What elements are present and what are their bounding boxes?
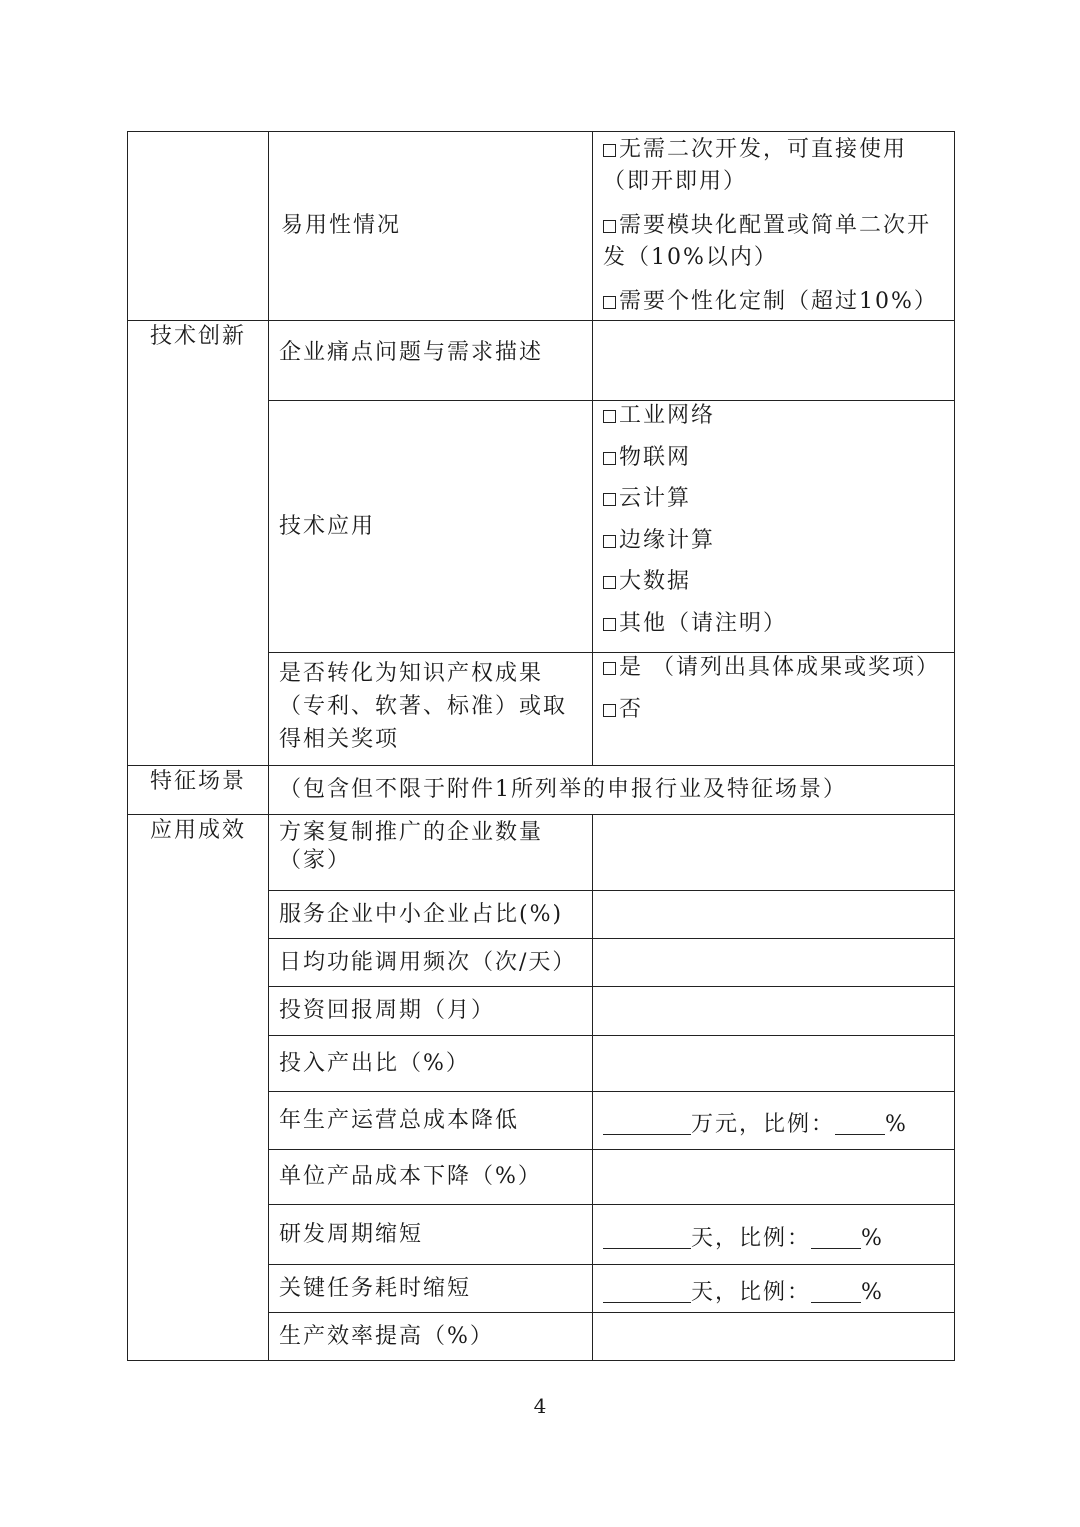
tech-app-options <box>593 401 955 653</box>
ip-options <box>593 653 955 766</box>
ratio-blank[interactable] <box>811 1226 861 1249</box>
effect-input[interactable] <box>593 939 955 987</box>
usability-row <box>128 132 955 321</box>
effect-input[interactable] <box>593 1150 955 1205</box>
days-blank[interactable] <box>603 1226 691 1249</box>
checkbox-icon[interactable] <box>603 452 616 465</box>
effect-label: 方案复制推广的企业数量（家） <box>269 815 593 891</box>
effect-fill-cell: 天，比例： % <box>593 1265 955 1313</box>
checkbox-icon[interactable] <box>603 662 616 675</box>
tech-app-option[interactable]: 物联网 <box>603 445 946 487</box>
page-number: 4 <box>533 1394 547 1418</box>
effect-row <box>128 815 955 891</box>
checkbox-icon[interactable] <box>603 535 616 548</box>
pain-points-row <box>128 321 955 401</box>
scenario-text: （包含但不限于附件1所列举的申报行业及特征场景） <box>269 766 955 815</box>
tech-app-option[interactable]: 云计算 <box>603 486 946 528</box>
usability-option[interactable]: 需要模块化配置或简单二次开发（10%以内） <box>603 213 932 270</box>
effect-label: 投资回报周期（月） <box>269 987 593 1036</box>
usability-label: 易用性情况 <box>269 132 593 321</box>
checkbox-icon[interactable] <box>603 220 616 233</box>
effect-input[interactable] <box>593 1313 955 1361</box>
ratio-blank[interactable] <box>811 1280 861 1303</box>
tech-app-option[interactable]: 其他（请注明） <box>603 611 946 641</box>
effects-category: 应用成效 <box>128 815 269 1361</box>
effect-label: 年生产运营总成本降低 <box>269 1092 593 1150</box>
pain-points-label: 企业痛点问题与需求描述 <box>269 321 593 401</box>
effect-label: 日均功能调用频次（次/天） <box>269 939 593 987</box>
application-form-table <box>127 131 955 1361</box>
tech-app-label: 技术应用 <box>269 401 593 653</box>
effect-label: 单位产品成本下降（%） <box>269 1150 593 1205</box>
checkbox-icon[interactable] <box>603 704 616 717</box>
ip-option[interactable]: 是 （请列出具体成果或奖项） <box>603 655 946 697</box>
effect-input[interactable] <box>593 987 955 1036</box>
tech-app-option[interactable]: 大数据 <box>603 569 946 611</box>
tech-app-option[interactable]: 边缘计算 <box>603 528 946 570</box>
pain-points-input[interactable] <box>593 321 955 401</box>
ratio-blank[interactable] <box>835 1112 885 1135</box>
usability-option[interactable]: 无需二次开发，可直接使用（即开即用） <box>603 137 908 194</box>
ip-option[interactable]: 否 <box>603 697 946 727</box>
amount-blank[interactable] <box>603 1112 691 1135</box>
effect-fill-cell: 万元，比例： % <box>593 1092 955 1150</box>
effect-input[interactable] <box>593 891 955 939</box>
ip-label: 是否转化为知识产权成果（专利、软著、标准）或取得相关奖项 <box>269 653 593 766</box>
scenario-category: 特征场景 <box>128 766 269 815</box>
checkbox-icon[interactable] <box>603 296 616 309</box>
effect-label: 研发周期缩短 <box>269 1205 593 1265</box>
tech-innovation-category: 技术创新 <box>128 321 269 766</box>
usability-option[interactable]: 需要个性化定制（超过10%） <box>603 286 946 318</box>
effect-input[interactable] <box>593 815 955 891</box>
days-blank[interactable] <box>603 1280 691 1303</box>
tech-app-option[interactable]: 工业网络 <box>603 403 946 445</box>
checkbox-icon[interactable] <box>603 410 616 423</box>
checkbox-icon[interactable] <box>603 144 616 157</box>
effect-input[interactable] <box>593 1036 955 1092</box>
effect-fill-cell: 天，比例： % <box>593 1205 955 1265</box>
checkbox-icon[interactable] <box>603 618 616 631</box>
usability-options <box>593 132 955 321</box>
effect-label: 服务企业中小企业占比(%) <box>269 891 593 939</box>
empty-category-cell <box>128 132 269 321</box>
effect-label: 投入产出比（%） <box>269 1036 593 1092</box>
checkbox-icon[interactable] <box>603 576 616 589</box>
effect-label: 关键任务耗时缩短 <box>269 1265 593 1313</box>
checkbox-icon[interactable] <box>603 493 616 506</box>
effect-label: 生产效率提高（%） <box>269 1313 593 1361</box>
scenario-row <box>128 766 955 815</box>
